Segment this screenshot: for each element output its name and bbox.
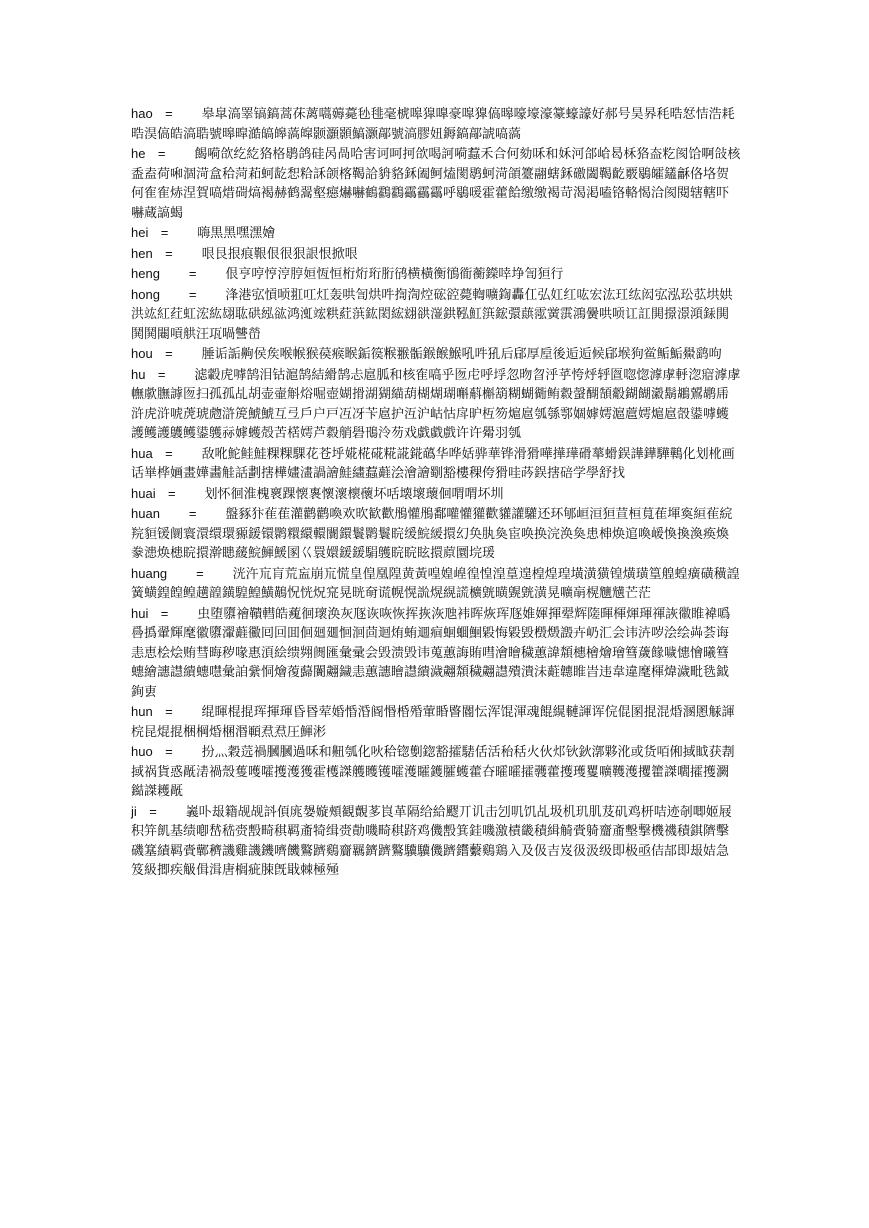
- entry-characters: 盤豩犿雈萑灌鹳鹳喚欢欥歓歡鴅懽鴅鄱嚾懽獾歡貛讙驩还环郇峘洹狟荁桓萈萑堚寏絙雈綄羦貆锾阛寰澴缳環豲鍰镮鹮糫繯轘闤鐶鬟鹮鬟睆缓鯇緩擐幻奂肒奐宦唤换浣涣奐患梙焕逭喚嵈愌換渙痪煥豢漶焕槵睆擐澣瞣藧鯇鯶鰀圂巜睘嬛鍰鍰駽鹱睆睆眩擐蒝圜垸瑗: [131, 507, 733, 561]
- entry-huan: [131, 504, 741, 564]
- entry-characters: 扮灬穀䓕禍膕膕過咊和䶊瓠化吙秴锪劐鍃豁攉騞佸活秮秳火伙邩钬鈥漷夥沎或货咟俰掝眓获剨掝祸貨惑旤湱禍殼蒦嚄嚯擭濩獲霍檴謋艧矆镬嚯濩矐鑊臛蠖藿夻曤曤攉彠藿擭瓁矍嚝韄濩攫籗謋嚪攉擭灍鐑謋耯旤: [131, 745, 735, 799]
- entry-key: hun: [131, 704, 153, 719]
- entry-hao: [131, 104, 741, 144]
- entry-separator: =: [160, 605, 169, 621]
- entry-key: hao: [131, 106, 153, 121]
- entry-hun: [131, 702, 741, 742]
- entry-key: hu: [131, 366, 146, 382]
- entry-hen: [131, 244, 741, 265]
- entry-separator: =: [149, 803, 157, 819]
- entry-key: huan: [131, 506, 160, 521]
- entry-key: hui: [131, 605, 149, 621]
- entry-hong: [131, 285, 741, 345]
- entry-characters: 嗨黒黑嘿潶嬒: [197, 226, 276, 241]
- entry-separator: =: [165, 245, 173, 261]
- pinyin-character-list: [131, 104, 741, 881]
- entry-separator: =: [196, 565, 204, 581]
- entry-key: hua: [131, 445, 153, 461]
- entry-characters: 绲睴棍掍珲揮琿昏昬荤婚惛涽阍惽棔殙葷睧睯閽忶浑馄渾魂餛繉轋諢诨俒倱圂掍混焝溷慁觨諢梡昆焜掍梱棡焝棞湣顐焄焄圧鯶涁: [131, 705, 735, 740]
- entry-characters: 餲嗬欱纥紇狢格鹖鸽硅呙咼哈害诃呵抲欱喝訶嗬蠚禾合何劾咊和姀河郃峆曷柇狢盇籺阂饸啊敆核盉盍荷啝涸渮盒秴菏萂蚵龁惒粭訸颌楁鞨詥貈貉鉌阖鲄熆閡鹖蚵渮頜籉翮螛鉌礉闔鞨齕覈鶡皬鑉龢佫垎贺何隺隺焃涅賀嗃焟碋熇褐赫鹤翯壑癋爀嚇鶴鸖鸖靍靏靍呼鶡喛霍藿餄缴缴褐苛渴渇嗑铬輅愒洽阂閱辖轄吓嚇蔵謞蝎: [131, 147, 741, 221]
- entry-key: hong: [131, 286, 160, 302]
- entry-separator: =: [165, 704, 173, 719]
- entry-key: huang: [131, 565, 168, 581]
- entry-hei: [131, 223, 741, 244]
- entry-separator: =: [188, 266, 197, 281]
- entry-separator: =: [165, 744, 173, 759]
- entry-characters: 浲港宖愩唝羾叿灴轰哄訇烘吽揈渹焢硡谾薨輷嚝鍧轟仜弘妅红吰宏汯玒纮闳宖泓玜苰垬娂洪竑紅荭虹浤紘翃耾硔紭谹鸿渱竤粠葒葓鈜閎綋翝谼潂鉷鞃魟篊鋐彋蕻霐黉霟鴻黌哄唝讧訌閧撔澋澒銾閧鬨鬨闀嗊舼汪瓨喎讐嵤: [131, 287, 733, 342]
- entry-key: he: [131, 146, 146, 161]
- entry-characters: 虫堕隳禬鞼轊皓藱徊瓌涣灰豗诙咴恢挥拻洃虺袆晖烣珲豗婎媈揮翚辉隓暉楎煇琿禈詼幑睢褘噅噕撝翬輝麾徽隳瀈蘳鰴囘回囬佪廻廽恛洄茴迴烠蛕逥痐蛔蜖鮰毇悔毇毀檓燬譭卉屷汇会讳泋哕浍绘芔荟诲恚恵桧烩贿彗晦秽喙惠湏絵缋翙阓匯彙彚会毁溃毁讳蒐蕙誨賄嘒澮瞺穢蕙諱頮橞檜燴璯篲薉餯噦憓懀曦篲蟪繪譓譿繢蟪嚖彙詯繠恫燴蕧蘬闠翽鐬恚蕙譓瞺譿繢濊翽頮穢翽譿殨潰沬蘣韢睢旹违韋違麾楎煒濊毗毨鉞銁叀: [131, 606, 731, 700]
- entry-characters: 㠖卟叝籍觇觇䚵㑯庣嫢嫙頰観覿茤峎革隔给給飂丌讥击刉叽饥乩圾机玑肌芨矶鸡枅咭迹剞唧姬屐积笄飢基绩喞嵆嵇赍毄畸稘羁齑犄缉赍勣嘰畸稘跻鸡僟毄箕銈嘰激樍畿積緝觭賫躸齏齑墼撃機禨積錤隮擊磯簊績羁賫鄿穧譏雞譏鐖嚌饑鸄躋鷄齎羈鑇躋鸄驥驥僟躋鑙蘻鷄鶏入及伋吉岌彶汲级即极亟佶郆即叝姞急笈級揤疾觙偮湒唐榈疵脨旣戢棘極殛: [131, 804, 732, 878]
- entry-characters: 皋皐滈睪镐鎬蒿茠蓠嚆薅薧毜毴毫椃嗥獔嘷豪噑獋傐暤嚎壕濠籇蠔譹好郝号昊昦秏晧恏恄浩耗晧淏傐皓滈聕號暤暭澔皜皞薃皡颢灝顥鰝灏鄗號滈膠妞鎒鎬鄗諕嗃薃: [131, 107, 735, 142]
- entry-characters: 腄诟詬齁侯矦喉帿猴葔瘊睺銗篌糇翭骺鍭餱鯸吼吽犼后郈厚垕後逅逅候郈堠狗鲎鲘鮜鱟鹞呴: [201, 347, 722, 362]
- entry-separator: =: [157, 366, 166, 382]
- entry-key: ji: [131, 803, 137, 819]
- entry-hou: [131, 344, 741, 365]
- entry-separator: =: [165, 346, 173, 361]
- entry-huo: [131, 742, 741, 802]
- entry-heng: [131, 264, 741, 285]
- entry-separator: =: [157, 146, 166, 161]
- entry-key: huai: [131, 485, 156, 501]
- entry-hui: [131, 604, 741, 703]
- entry-key: hei: [131, 225, 149, 240]
- entry-characters: 哏艮拫痕鞎佷很狠詪恨掀哏: [201, 246, 358, 262]
- entry-separator: =: [188, 506, 197, 521]
- entry-key: heng: [131, 266, 160, 281]
- entry-hu: [131, 365, 741, 444]
- entry-key: hou: [131, 346, 153, 361]
- entry-characters: 滤轂虎嘑鹄泪钴滬鹄結縎鹄忐扈胍和核隺嗃乎匢虍呼垺忽昒曶泘苸恗烀轷匫唿惚滹虖軤淴寣滹虖幠歑膴謼匢扫孤孤乩胡壶壷斛焀啒壺媩搰湖猢緢葫楜煳瑚嘝蔛槲箶糊蝴衚鲔縠螜醐頶觳鍸餬瀫鬍鶘鶦鹕乕浒虎浒唬萀琥虝滸箎鯱鯱互弖戶户戸冱冴苄扈护沍沪岵怙戽昈枑笏熩扈瓠綔鄠婟嫭嫮滬蔰嫮熩扈嗀鍙嘑蠖護鳠護鸌鳠鍙鹱祘嫭蠖殻苦楛嫮芦縠艄礐鳵泠芴戏戯戱戲许许觷羽瓠: [131, 367, 741, 441]
- entry-hua: [131, 444, 741, 484]
- entry-characters: 洸汻巟肓荒衁崩巟慌皇偟凰隍黄黃喤媓崲徨惶湟葟遑楻煌瑝墴潢獚锽熿璜篁艎蝗癀磺穔諻簧蟥鍠餭鳇趪韹鐄騜鰉鱑鷬怳恍炾宺晃晄奛谎幌愰詤熀縨謊櫎皝曂皩皝潢晃嚝朚榥兤黋芒茫: [131, 566, 740, 601]
- entry-key: hen: [131, 245, 153, 261]
- entry-he: [131, 144, 741, 223]
- entry-separator: =: [188, 286, 197, 302]
- entry-characters: 敌吪鮀鲑鮭粿粿騍花苍垀婲椛硴糀誮錵蘤华哗姡骅華铧滑猾嘩撶璍磆蕐螖鋘譁鏵驊鷨化划杹画话崋桦婳畫嬅畵觟話劃搳樺嫿澅諣譮鮭繣蠚蘳浍澮譮劅豁樓稞侉猾哇荶鋘搳碚学學舒找: [131, 446, 735, 481]
- entry-separator: =: [167, 485, 176, 501]
- entry-huang: [131, 564, 741, 604]
- entry-separator: =: [165, 106, 173, 121]
- entry-characters: 划怀徊淮槐褱踝懐褢懷瀤櫰蘹坏咶壊壞蘾佪喟喟坏圳: [204, 486, 504, 502]
- entry-separator: =: [160, 225, 169, 240]
- entry-separator: =: [165, 445, 173, 461]
- entry-characters: 佷亨哼悙涥脝姮恆恒桁烆珩胻鸻横橫衡鴴衜蘅鑅啈埩訇狟行: [225, 267, 564, 282]
- entry-huai: [131, 484, 741, 505]
- entry-key: huo: [131, 744, 153, 759]
- entry-ji: [131, 802, 741, 881]
